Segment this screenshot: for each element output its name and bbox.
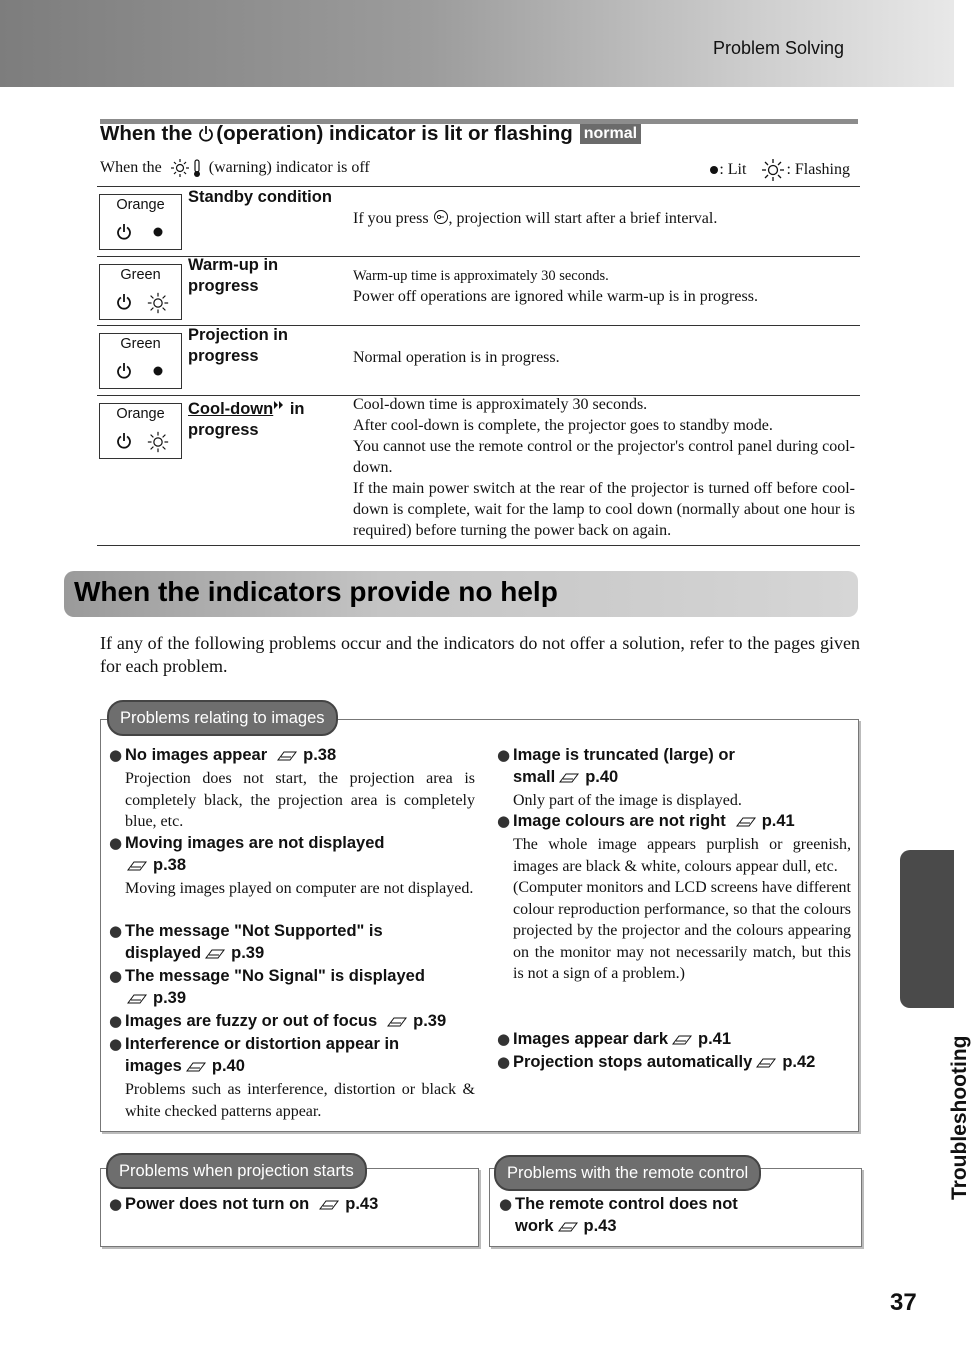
power-icon — [116, 223, 132, 241]
page-ref-icon — [277, 750, 299, 762]
list-item: ● Images are fuzzy or out of focus p.39 — [109, 1012, 447, 1030]
bullet-icon: ● — [497, 1030, 511, 1048]
table-rule — [97, 545, 860, 546]
bullet-icon: ● — [109, 967, 123, 985]
list-item: ● Image colours are not right p.41 The whole image appears purplish or greenish, images are black & white, colours appear dull, etc. (Computer monitors and LCD screens have different colour reproduction performance, so that the colours projected by the projector and the colours appearing on the monitor may not necessarily match, but this is not a sign of a problem.) — [497, 812, 851, 982]
page-ref-link[interactable]: p.43 — [345, 1195, 379, 1213]
page-ref-icon — [756, 1057, 778, 1069]
list-item: ● No images appear p.38 Projection does not start, the projection area is completely black, the projection area is completely blue, etc. — [109, 746, 475, 830]
lit-dot-icon — [146, 360, 170, 382]
page-ref-icon — [205, 948, 227, 960]
list-item: ● The remote control does not work p.43 — [499, 1195, 738, 1235]
cool-down-link[interactable]: Cool-down — [188, 400, 274, 418]
bullet-icon: ● — [499, 1195, 513, 1213]
bullet-icon: ● — [497, 812, 511, 830]
page-ref-link[interactable]: p.40 — [585, 768, 619, 786]
intro-text: If any of the following problems occur and the indicators do not offer a solution, refer to the pages given for each problem. — [100, 633, 860, 676]
page-ref-link[interactable]: p.38 — [153, 856, 187, 874]
page-ref-icon — [559, 772, 581, 784]
page-ref-icon — [186, 1061, 208, 1073]
power-icon — [116, 432, 132, 450]
page-ref-icon — [387, 1016, 409, 1028]
page-number: 37 — [890, 1289, 917, 1316]
power-icon — [116, 293, 132, 311]
bullet-icon: ● — [497, 1053, 511, 1071]
power-icon — [198, 125, 214, 143]
bullet-icon: ● — [109, 922, 123, 940]
indicator-box: Orange — [99, 403, 182, 459]
legend: : Lit : Flashing — [709, 158, 850, 182]
page-ref-link[interactable]: p.41 — [761, 812, 795, 830]
bullet-icon: ● — [109, 834, 123, 852]
page-ref-link[interactable]: p.43 — [583, 1217, 617, 1235]
indicator-box: Green — [99, 264, 182, 320]
page-ref-link[interactable]: p.39 — [153, 989, 187, 1007]
flashing-icon — [760, 158, 786, 182]
page-ref-link[interactable]: p.38 — [303, 746, 337, 764]
source-button-icon — [433, 209, 449, 225]
normal-badge: normal — [580, 124, 641, 144]
header-title: Problem Solving — [712, 38, 844, 58]
list-item: ● Moving images are not displayed p.38 Moving images played on computer are not displayed. — [109, 834, 474, 897]
page-ref-icon — [319, 1199, 341, 1211]
lit-dot-icon — [709, 165, 719, 175]
page-ref-link[interactable]: p.42 — [782, 1053, 816, 1071]
page-ref-link[interactable]: p.39 — [231, 944, 265, 962]
page-ref-icon — [127, 993, 149, 1005]
list-item: ● Power does not turn on p.43 — [109, 1195, 379, 1213]
side-tab-label: Troubleshooting — [948, 1035, 971, 1200]
power-icon — [116, 362, 132, 380]
bullet-icon: ● — [109, 746, 123, 764]
page-ref-icon — [558, 1221, 580, 1233]
list-item: ● Image is truncated (large) or small p.40 Only part of the image is displayed. — [497, 746, 742, 809]
glossary-arrow-icon — [273, 400, 285, 410]
panel-label: Problems when projection starts — [106, 1153, 367, 1189]
warning-lamp-icon — [170, 158, 206, 178]
page-ref-icon — [736, 816, 758, 828]
bullet-icon: ● — [109, 1195, 123, 1213]
bullet-icon: ● — [109, 1035, 123, 1053]
list-item: ● Projection stops automatically p.42 — [497, 1053, 816, 1071]
flashing-icon — [146, 430, 170, 454]
indicator-box: Green — [99, 333, 182, 389]
page-ref-link[interactable]: p.40 — [211, 1057, 245, 1075]
section-title: When the (operation) indicator is lit or flashing normal — [100, 122, 641, 146]
list-item: ● Interference or distortion appear in images p.40 Problems such as interference, distortion or black & white checked patterns appear. — [109, 1035, 475, 1120]
page-ref-icon — [127, 860, 149, 872]
panel-label: Problems relating to images — [107, 700, 338, 736]
page-ref-link[interactable]: p.39 — [413, 1012, 447, 1030]
page-ref-icon — [672, 1034, 694, 1046]
list-item: ● Images appear dark p.41 — [497, 1030, 732, 1048]
panel-label: Problems with the remote control — [494, 1155, 761, 1191]
page-ref-link[interactable]: p.41 — [698, 1030, 732, 1048]
side-tab — [900, 850, 954, 1008]
indicator-box: Orange — [99, 194, 182, 250]
flashing-icon — [146, 291, 170, 315]
list-item: ● The message "No Signal" is displayed p.39 — [109, 967, 425, 1007]
lit-dot-icon — [146, 221, 170, 243]
list-item: ● The message "Not Supported" is displayed p.39 — [109, 922, 383, 962]
warning-line: When the (warning) indicator is off — [100, 159, 370, 176]
bullet-icon: ● — [109, 1012, 123, 1030]
section-title: When the indicators provide no help — [74, 576, 558, 607]
bullet-icon: ● — [497, 746, 511, 764]
